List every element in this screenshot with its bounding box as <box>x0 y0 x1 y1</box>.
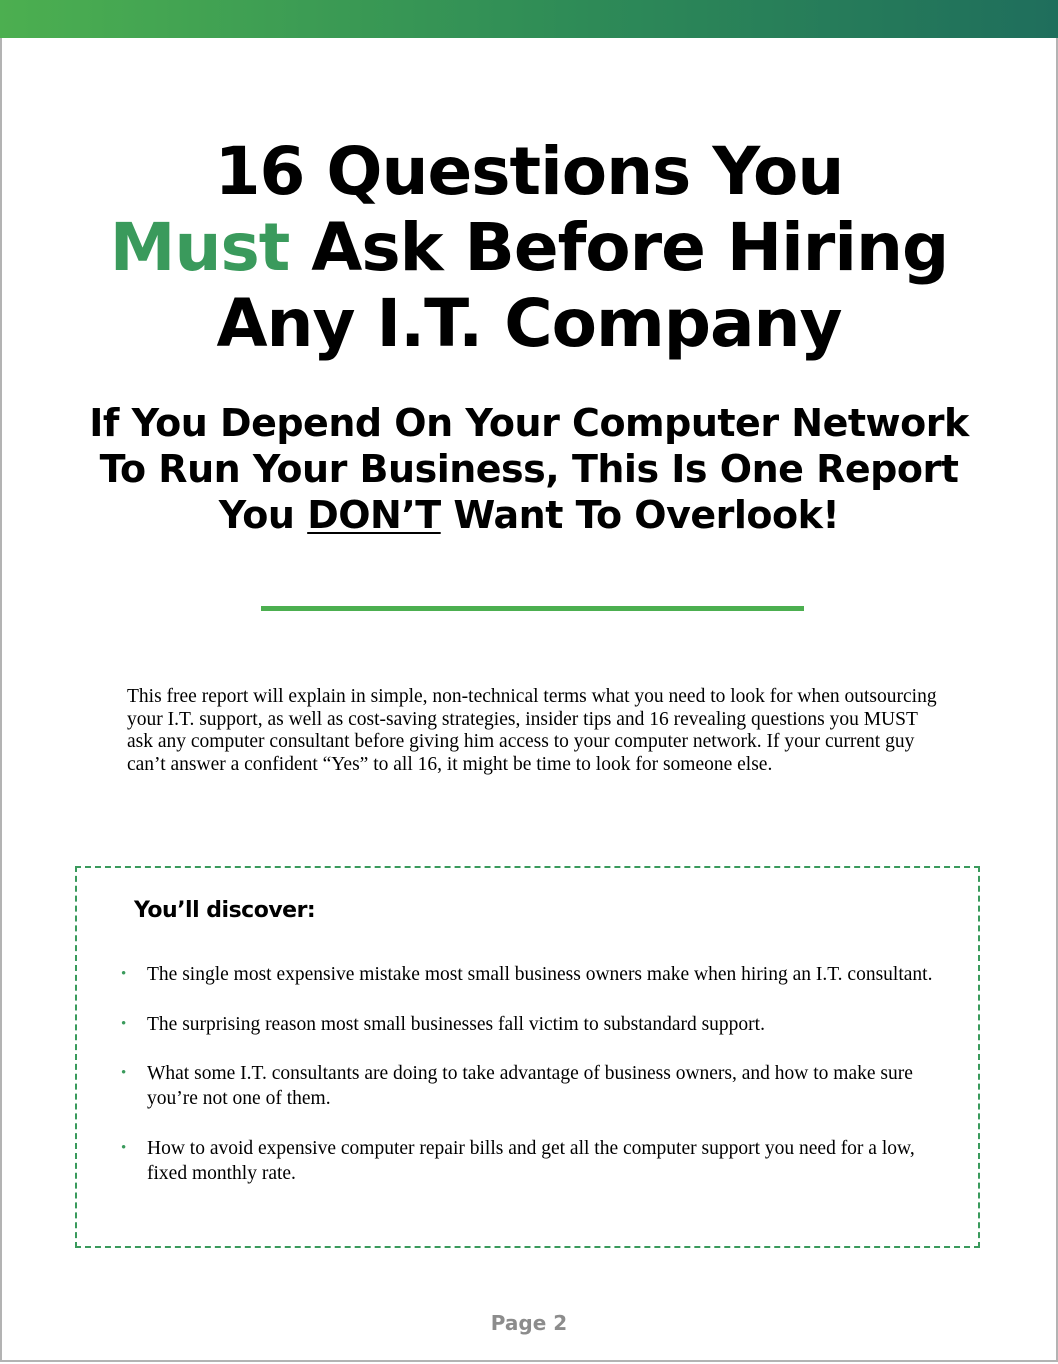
intro-paragraph: This free report will explain in simple, non-technical terms what you need to look for when outsourcing your I.T. support, as well as cost-saving strategies, insider tips and 16 revealing questions you MUST ask any computer consultant before giving him access to your computer network. If your current guy can’t answer a confident “Yes” to all 16, it might be time to look for someone else. <box>127 686 937 775</box>
divider-rule <box>261 606 804 611</box>
subtitle-line-1: If You Depend On Your Computer Network <box>89 401 969 445</box>
page-number: Page 2 <box>490 1311 568 1335</box>
discover-box <box>75 866 980 1248</box>
list-item-text: The surprising reason most small businesses fall victim to substandard support. <box>147 1014 765 1035</box>
discover-list <box>121 962 941 1186</box>
discover-heading: You’ll discover: <box>134 898 316 923</box>
bullet-icon: • <box>121 1140 127 1156</box>
subtitle-line-2: To Run Your Business, This Is One Report <box>99 447 959 491</box>
subtitle-emphasis: DON’T <box>307 493 441 537</box>
list-item <box>121 1012 941 1037</box>
header-gradient-bar <box>0 0 1058 38</box>
list-item <box>121 1061 941 1111</box>
list-item-text: How to avoid expensive computer repair bills and get all the computer support you need for a low, fixed monthly rate. <box>147 1138 915 1184</box>
bullet-icon: • <box>121 1065 127 1081</box>
title-line-2: Ask Before Hiring <box>289 209 949 286</box>
page-title <box>0 134 1058 362</box>
subtitle-line-3-prefix: You <box>218 493 308 537</box>
title-line-3: Any I.T. Company <box>216 285 842 362</box>
bullet-icon: • <box>121 966 127 982</box>
title-accent-word: Must <box>109 209 290 286</box>
list-item <box>121 962 941 987</box>
list-item-text: The single most expensive mistake most small business owners make when hiring an I.T. consultant. <box>147 964 933 985</box>
subtitle-line-3-suffix: Want To Overlook! <box>440 493 840 537</box>
list-item <box>121 1136 941 1186</box>
subtitle <box>0 400 1058 538</box>
bullet-icon: • <box>121 1016 127 1032</box>
title-line-1: 16 Questions You <box>214 133 844 210</box>
list-item-text: What some I.T. consultants are doing to take advantage of business owners, and how to make sure you’re not one of them. <box>147 1063 913 1109</box>
